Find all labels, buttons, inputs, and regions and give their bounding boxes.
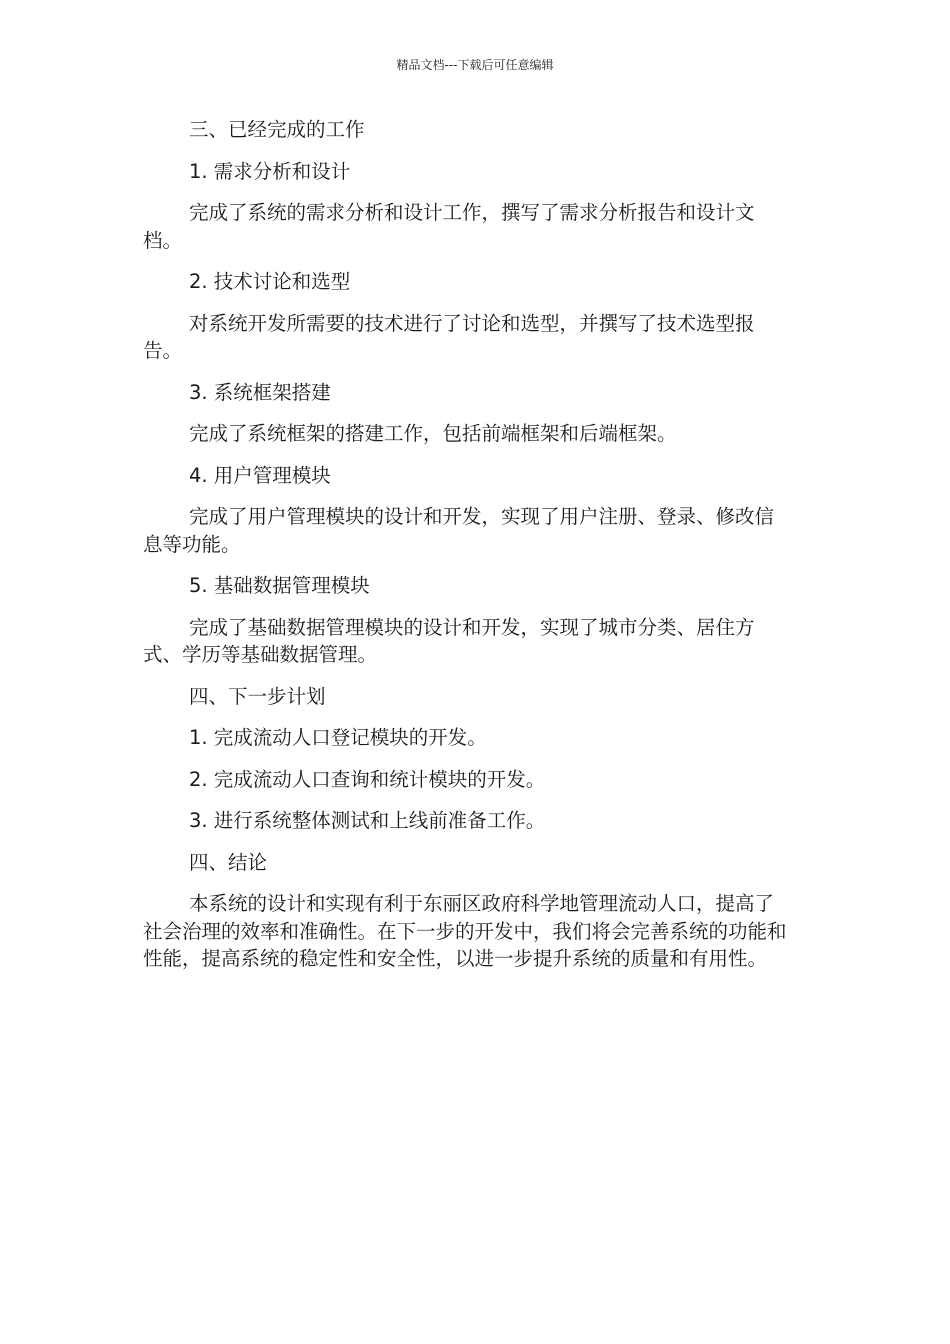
section-heading-next-plan: 四、下一步计划 — [189, 684, 326, 708]
paragraph-tech-selection: 对系统开发所需要的技术进行了讨论和选型，并撰写了技术选型报告。 — [143, 311, 755, 362]
paragraph-base-data-management: 完成了基础数据管理模块的设计和开发，实现了城市分类、居住方式、学历等基础数据管理。 — [143, 615, 755, 666]
paragraph-requirements-design: 完成了系统的需求分析和设计工作，撰写了需求分析报告和设计文档。 — [143, 201, 755, 252]
paragraph-user-management: 完成了用户管理模块的设计和开发，实现了用户注册、登录、修改信息等功能。 — [143, 505, 775, 556]
plan-item-query-statistics-module: 2. 完成流动人口查询和统计模块的开发。 — [189, 767, 546, 791]
subheading-requirements-design: 1. 需求分析和设计 — [189, 159, 351, 183]
subheading-user-management: 4. 用户管理模块 — [189, 463, 331, 487]
subheading-base-data-management: 5. 基础数据管理模块 — [189, 574, 370, 597]
plan-item-registration-module: 1. 完成流动人口登记模块的开发。 — [189, 726, 487, 749]
section-heading-conclusion: 四、结论 — [189, 850, 268, 874]
document-body — [143, 116, 791, 973]
paragraph-conclusion: 本系统的设计和实现有利于东丽区政府科学地管理流动人口，提高了社会治理的效率和准确性。在下一步的开发中，我们将会完善系统的功能和性能，提高系统的稳定性和安全性，以进一步提升系统的质量和有用性。 — [143, 892, 787, 970]
plan-item-testing-launch: 3. 进行系统整体测试和上线前准备工作。 — [189, 809, 546, 832]
section-heading-completed-work: 三、已经完成的工作 — [189, 118, 365, 141]
page-header: 精品文档---下载后可任意编辑 — [396, 58, 554, 72]
subheading-tech-selection: 2. 技术讨论和选型 — [189, 270, 351, 293]
subheading-framework-setup: 3. 系统框架搭建 — [189, 380, 331, 404]
paragraph-framework-setup: 完成了系统框架的搭建工作，包括前端框架和后端框架。 — [189, 422, 677, 445]
